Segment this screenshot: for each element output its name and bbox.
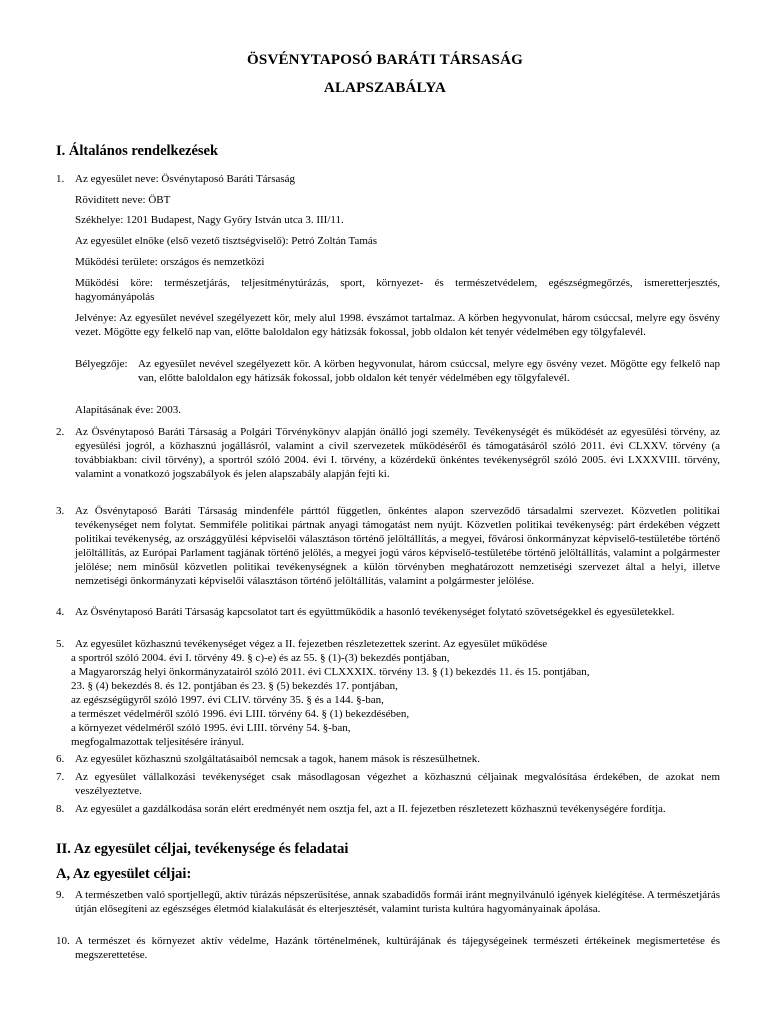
item-5-line: az egészségügyről szóló 1997. évi CLIV. törvény 35. § és a 144. §-ban,	[71, 694, 384, 706]
item-5-line: a környezet védelméről szóló 1995. évi LIII. törvény 54. §-ban,	[71, 722, 351, 734]
stamp-label: Bélyegzője:	[75, 358, 128, 370]
section-1-heading: I. Általános rendelkezések	[56, 143, 219, 159]
president: Az egyesület elnöke (első vezető tisztségviselő): Petró Zoltán Tamás	[75, 235, 378, 247]
item-9-number: 9.	[56, 889, 65, 901]
item-5-lines	[71, 637, 590, 749]
item-7-number: 7.	[56, 771, 65, 783]
operating-area: Működési területe: országos és nemzetközi	[75, 256, 265, 268]
item-2-number: 2.	[56, 426, 65, 438]
item-8-text: Az egyesület a gazdálkodása során elért eredményét nem osztja fel, azt a II. fejezetben részletezett közhasznú tevékenységére fordítja.	[75, 803, 666, 815]
association-name: Az egyesület neve: Ösvénytaposó Baráti Társaság	[75, 173, 296, 185]
short-name: Rövidített neve: ÖBT	[75, 194, 171, 206]
item-7-text: Az egyesület vállalkozási tevékenységet csak másodlagosan végezhet a közhasznú céljainak megvalósítása érdekében, de azokat nem veszélyeztetve.	[75, 771, 720, 797]
item-4-text: Az Ösvénytaposó Baráti Társaság kapcsolatot tart és együttműködik a hasonló tevékenységet folytató szövetségekkel és egyesületekkel.	[75, 606, 675, 618]
item-2-text: Az Ösvénytaposó Baráti Társaság a Polgári Törvénykönyv alapján önálló jogi személy. Tevékenységét és működését az egyesülési törvény, az egyesülési jogról, a közhasznú jogállásról, valamint a civil szervezetek működéséről és támogatásáról szóló 2011. évi CLXXV. törvény (a továbbiakban: civil törvény), a sportról szóló 2004. évi I. törvény, a közérdekű önkéntes tevékenységről szóló 2005. évi LXXXVIII. törvény, valamint a vonatkozó jogszabályok és jelen alapszabály alapján fejti ki.	[75, 426, 720, 480]
item-6-text: Az egyesület közhasznú szolgáltatásaiból nemcsak a tagok, hanem mások is részesülhetnek.	[75, 753, 481, 765]
item-8-number: 8.	[56, 803, 65, 815]
item-10-number: 10.	[56, 935, 70, 947]
founding-year: Alapításának éve: 2003.	[75, 404, 181, 416]
item-3-number: 3.	[56, 505, 65, 517]
item-1-number: 1.	[56, 173, 65, 185]
emblem-description: Jelvénye: Az egyesület nevével szegélyezett kör, mely alul 1998. évszámot tartalmaz. A körben hegyvonulat, három csúccsal, melyre egy ösvény vezet. Mögötte egy felkelő nap van, előtte baloldalon egy hátizsák fokossal, jobb oldalon két tenyér védelmében egy tölgyfalevél.	[75, 312, 720, 338]
item-5-line: a sportról szóló 2004. évi I. törvény 49. § c)-e) és az 55. § (1)-(3) bekezdés pontjában,	[71, 652, 450, 664]
item-5-line: a Magyarország helyi önkormányzatairól szóló 2011. évi CLXXXIX. törvény 13. § (1) bekezdés 11. és 15. pontjában,	[71, 666, 590, 678]
document-title: ÖSVÉNYTAPOSÓ BARÁTI TÁRSASÁG	[247, 52, 523, 68]
seat: Székhelye: 1201 Budapest, Nagy Győry István utca 3. III/11.	[75, 214, 344, 226]
item-5-line: Az egyesület közhasznú tevékenységet végez a II. fejezetben részletezettek szerint. Az egyesület működése	[75, 638, 548, 650]
document-subtitle: ALAPSZABÁLYA	[323, 80, 447, 96]
operating-scope: Működési köre: természetjárás, teljesítménytúrázás, sport, környezet- és természetvédelem, egészségmegőrzés, ismeretterjesztés, hagyományápolás	[75, 277, 720, 303]
section-2-subheading: A, Az egyesület céljai:	[56, 866, 192, 882]
item-9-text: A természetben való sportjellegű, aktív túrázás népszerűsítése, annak szabadidős formái iránt megnyilvánuló igények kielégítése. A természetjárás útján elősegíteni az egészséges életmód kialakulását és elterjesztését, valamint turista kultúra hagyományainak ápolása.	[75, 889, 720, 915]
item-5-line: 23. § (4) bekezdés 8. és 12. pontjában és 23. § (5) bekezdés 17. pontjában,	[71, 680, 398, 692]
item-4-number: 4.	[56, 606, 65, 618]
item-3-text: Az Ösvénytaposó Baráti Társaság mindenféle párttól független, önkéntes alapon szerveződő társadalmi szervezet. Közvetlen politikai tevékenységet nem folytat. Semmiféle politikai pártnak anyagi támogatást nem nyújt. Közvetlen politikai tevékenység: párt érdekében végzett politikai tevékenység, az országgyűlési képviselői választáson történő jelöltállítás, a megyei, fővárosi önkormányzat képviselő-testületébe történő jelöltállítás, az Európai Parlament tagjának történő jelölés, a megyei jogú város képviselő-testületébe történő jelöltállítás, valamint a polgármester jelölése; nem minősül közvetlen politikai tevékenységnek a külön törvényben meghatározott nemzetiségi szervezet által a helyi, illetve nemzetiségi önkormányzati képviselői választáson történő jelöltállítás, valamint a polgármester jelölése.	[75, 505, 720, 587]
item-5-line: megfogalmazottak teljesítésére irányul.	[71, 736, 245, 748]
item-5-number: 5.	[56, 638, 65, 650]
section-2-heading: II. Az egyesület céljai, tevékenysége és feladatai	[56, 841, 349, 857]
stamp-description: Az egyesület nevével szegélyezett kör. A körben hegyvonulat, három csúccsal, melyre egy ösvény vezet. Mögötte egy felkelő nap van, előtte baloldalon egy hátizsák fokossal, jobb oldalon két tenyér védelmében egy tölgyfalevél.	[138, 358, 720, 384]
item-6-number: 6.	[56, 753, 65, 765]
item-5-line: a természet védelméről szóló 1996. évi LIII. törvény 64. § (1) bekezdésében,	[71, 708, 410, 720]
item-10-text: A természet és környezet aktív védelme, Hazánk történelmének, kultúrájának és tájegységeinek természeti értékeinek megismertetése és megszerettetése.	[75, 935, 720, 961]
